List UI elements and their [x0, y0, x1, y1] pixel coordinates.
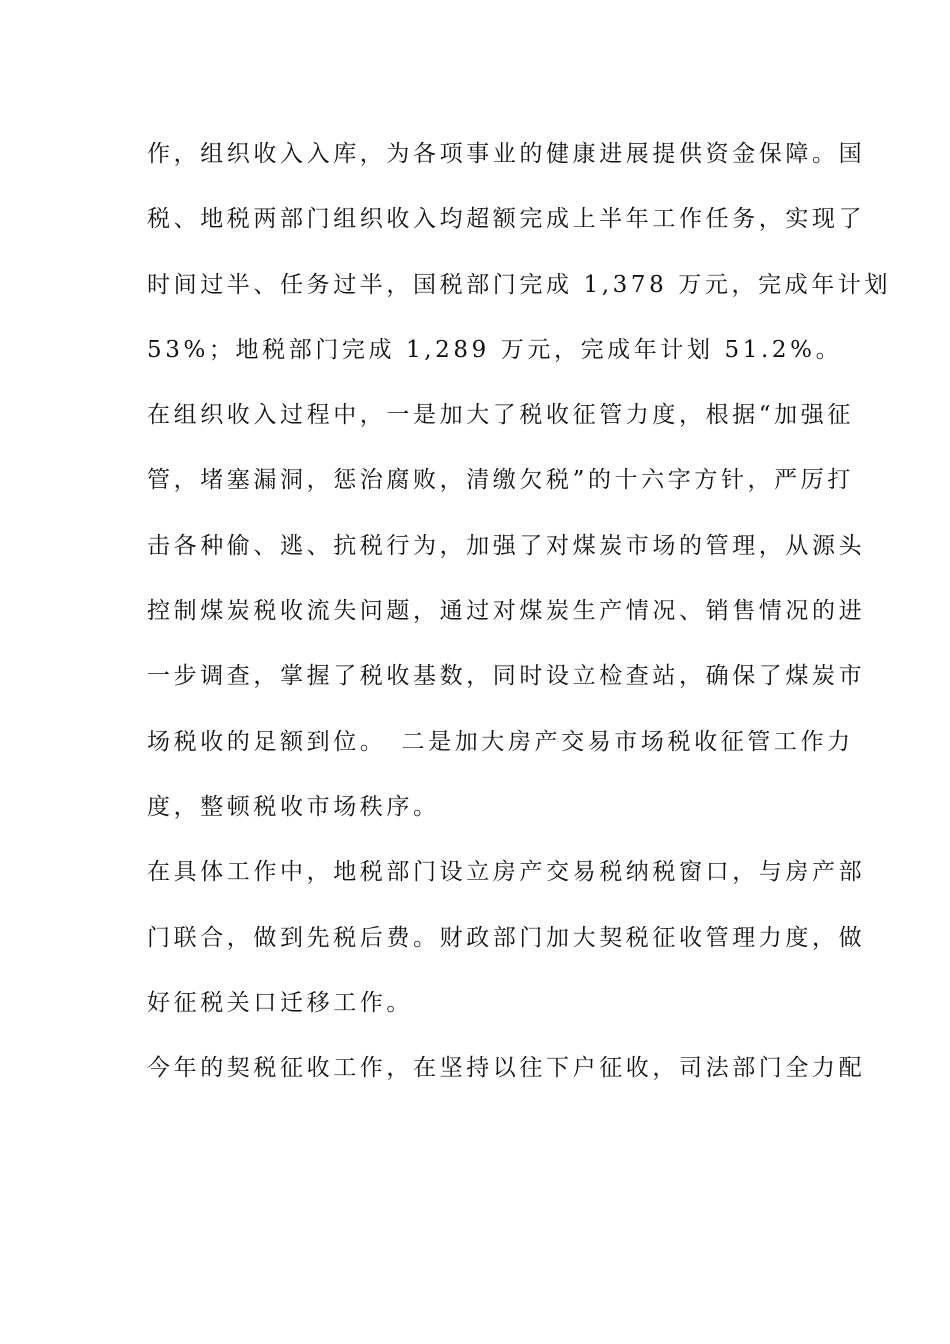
text-line: 在具体工作中，地税部门设立房产交易税纳税窗口，与房产部 [147, 859, 866, 886]
text-line: 一步调查，掌握了税收基数，同时设立检查站，确保了煤炭市 [147, 663, 866, 690]
text-line: 门联合，做到先税后费。财政部门加大契税征收管理力度，做 [147, 924, 866, 951]
body-text [147, 131, 892, 1110]
text-line: 税、地税两部门组织收入均超额完成上半年工作任务，实现了 [147, 206, 866, 233]
text-line: 时间过半、任务过半，国税部门完成 1,378 万元，完成年计划 [147, 271, 892, 298]
text-line: 好征税关口迁移工作。 [147, 989, 413, 1016]
text-line: 53%；地税部门完成 1,289 万元，完成年计划 51.2%。 [147, 336, 843, 363]
text-line: 度，整顿税收市场秩序。 [147, 793, 440, 820]
text-line: 在组织收入过程中，一是加大了税收征管力度，根据“加强征 [147, 402, 854, 429]
text-line: 控制煤炭税收流失问题，通过对煤炭生产情况、销售情况的进 [147, 598, 866, 625]
text-line: 作，组织收入入库，为各项事业的健康进展提供资金保障。国 [147, 141, 866, 167]
text-line: 管，堵塞漏洞，惩治腐败，清缴欠税”的十六字方针，严厉打 [147, 467, 854, 494]
text-line: 场税收的足额到位。 二是加大房产交易市场税收征管工作力 [147, 728, 854, 755]
text-line: 今年的契税征收工作，在坚持以往下户征收，司法部门全力配 [147, 1055, 866, 1082]
text-line: 击各种偷、逃、抗税行为，加强了对煤炭市场的管理，从源头 [147, 532, 866, 559]
